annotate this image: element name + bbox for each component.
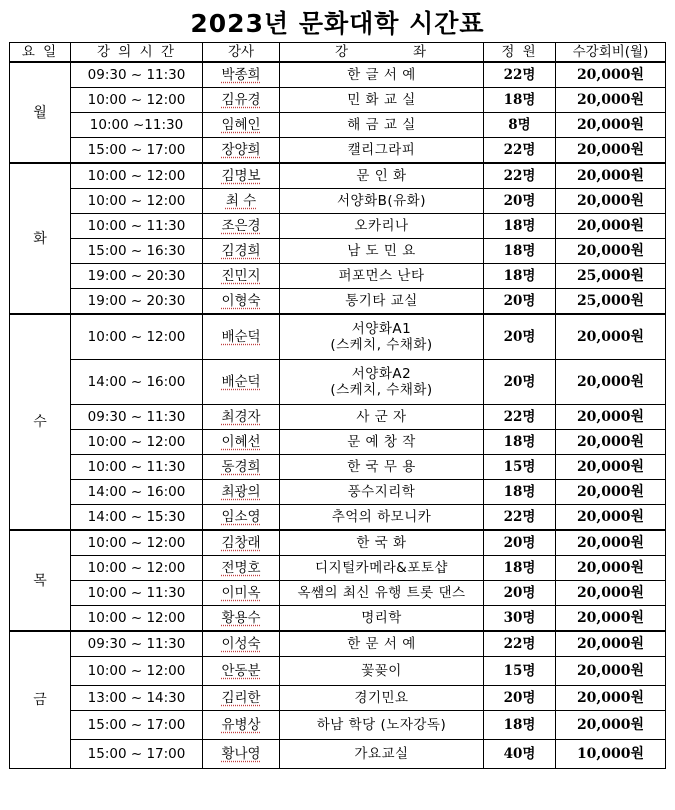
fee-cell: 20,000원 bbox=[556, 581, 666, 606]
teacher-cell: 김명보 bbox=[203, 163, 280, 189]
fee-cell: 10,000원 bbox=[556, 740, 666, 769]
header-fee: 수강회비(월) bbox=[556, 43, 666, 63]
course-name: 꽃꽂이 bbox=[361, 663, 402, 679]
course-name: 추억의 하모니카 bbox=[331, 509, 432, 525]
teacher-cell: 배순덕 bbox=[203, 360, 280, 405]
header-time: 강 의 시 간 bbox=[71, 43, 203, 63]
course-cell bbox=[280, 138, 484, 164]
course-name: 민 화 교 실 bbox=[347, 92, 416, 108]
capacity-cell: 20명 bbox=[484, 289, 556, 315]
teacher-cell: 황나영 bbox=[203, 740, 280, 769]
teacher-cell: 진민지 bbox=[203, 264, 280, 289]
table-row bbox=[10, 189, 666, 214]
teacher-cell: 김경희 bbox=[203, 239, 280, 264]
teacher-cell: 이형숙 bbox=[203, 289, 280, 315]
teacher-cell: 안동분 bbox=[203, 657, 280, 686]
course-name: 오카리나 bbox=[354, 218, 409, 234]
teacher-cell: 조은경 bbox=[203, 214, 280, 239]
teacher-cell: 최경자 bbox=[203, 405, 280, 430]
capacity-cell: 15명 bbox=[484, 657, 556, 686]
fee-cell: 20,000원 bbox=[556, 88, 666, 113]
course-subtitle: (스케치, 수채화) bbox=[330, 337, 433, 353]
time-cell: 10:00 ~ 12:00 bbox=[71, 606, 203, 632]
capacity-cell: 22명 bbox=[484, 505, 556, 531]
course-name: 한 글 서 예 bbox=[347, 67, 416, 83]
time-cell: 14:00 ~ 15:30 bbox=[71, 505, 203, 531]
teacher-cell: 이혜선 bbox=[203, 430, 280, 455]
capacity-cell: 22명 bbox=[484, 138, 556, 164]
teacher-cell: 박종희 bbox=[203, 62, 280, 88]
capacity-cell: 18명 bbox=[484, 430, 556, 455]
time-cell: 09:30 ~ 11:30 bbox=[71, 62, 203, 88]
course-name: 서양화A1 bbox=[351, 321, 412, 337]
table-row bbox=[10, 138, 666, 164]
teacher-cell: 이성숙 bbox=[203, 631, 280, 657]
course-name: 한 국 무 용 bbox=[347, 459, 416, 475]
fee-cell: 20,000원 bbox=[556, 314, 666, 360]
fee-cell: 20,000원 bbox=[556, 631, 666, 657]
fee-cell: 20,000원 bbox=[556, 113, 666, 138]
course-cell bbox=[280, 686, 484, 711]
time-cell: 15:00 ~ 17:00 bbox=[71, 138, 203, 164]
time-cell: 10:00 ~ 11:30 bbox=[71, 455, 203, 480]
teacher-cell: 최 수 bbox=[203, 189, 280, 214]
header-capacity: 정 원 bbox=[484, 43, 556, 63]
time-cell: 10:00 ~ 12:00 bbox=[71, 189, 203, 214]
time-cell: 10:00 ~11:30 bbox=[71, 113, 203, 138]
course-cell bbox=[280, 740, 484, 769]
capacity-cell: 18명 bbox=[484, 239, 556, 264]
course-cell bbox=[280, 480, 484, 505]
table-row bbox=[10, 264, 666, 289]
course-name: 캘리그라피 bbox=[347, 142, 416, 158]
time-cell: 10:00 ~ 12:00 bbox=[71, 88, 203, 113]
course-cell bbox=[280, 214, 484, 239]
course-name: 남 도 민 요 bbox=[347, 243, 416, 259]
capacity-cell: 20명 bbox=[484, 530, 556, 556]
time-cell: 10:00 ~ 11:30 bbox=[71, 214, 203, 239]
time-cell: 19:00 ~ 20:30 bbox=[71, 264, 203, 289]
fee-cell: 20,000원 bbox=[556, 163, 666, 189]
fee-cell: 20,000원 bbox=[556, 455, 666, 480]
course-cell bbox=[280, 606, 484, 632]
course-name: 명리학 bbox=[361, 610, 402, 626]
table-row bbox=[10, 62, 666, 88]
schedule-table bbox=[9, 42, 666, 769]
course-cell bbox=[280, 711, 484, 740]
course-name: 가요교실 bbox=[354, 746, 409, 762]
course-name: 디지털카메라&포토샵 bbox=[315, 560, 448, 576]
table-row bbox=[10, 214, 666, 239]
header-row bbox=[10, 43, 666, 63]
teacher-cell: 최광의 bbox=[203, 480, 280, 505]
course-cell bbox=[280, 264, 484, 289]
table-row bbox=[10, 163, 666, 189]
table-row bbox=[10, 657, 666, 686]
capacity-cell: 22명 bbox=[484, 405, 556, 430]
course-cell bbox=[280, 239, 484, 264]
course-subtitle: (스케치, 수채화) bbox=[330, 382, 433, 398]
capacity-cell: 20명 bbox=[484, 581, 556, 606]
course-name: 통기타 교실 bbox=[345, 293, 418, 309]
table-row bbox=[10, 289, 666, 315]
time-cell: 10:00 ~ 12:00 bbox=[71, 657, 203, 686]
course-cell bbox=[280, 289, 484, 315]
course-cell bbox=[280, 530, 484, 556]
fee-cell: 20,000원 bbox=[556, 360, 666, 405]
course-name: 풍수지리학 bbox=[347, 484, 416, 500]
fee-cell: 20,000원 bbox=[556, 657, 666, 686]
time-cell: 09:30 ~ 11:30 bbox=[71, 405, 203, 430]
capacity-cell: 20명 bbox=[484, 314, 556, 360]
header-day: 요 일 bbox=[10, 43, 71, 63]
fee-cell: 20,000원 bbox=[556, 505, 666, 531]
teacher-cell: 임소영 bbox=[203, 505, 280, 531]
capacity-cell: 20명 bbox=[484, 189, 556, 214]
fee-cell: 20,000원 bbox=[556, 606, 666, 632]
time-cell: 10:00 ~ 12:00 bbox=[71, 556, 203, 581]
day-cell: 수 bbox=[10, 314, 71, 530]
fee-cell: 25,000원 bbox=[556, 289, 666, 315]
page-title: 2023년 문화대학 시간표 bbox=[190, 9, 485, 38]
time-cell: 15:00 ~ 17:00 bbox=[71, 740, 203, 769]
course-name: 서양화B(유화) bbox=[336, 193, 426, 209]
day-cell: 화 bbox=[10, 163, 71, 314]
fee-cell: 20,000원 bbox=[556, 711, 666, 740]
capacity-cell: 22명 bbox=[484, 62, 556, 88]
time-cell: 14:00 ~ 16:00 bbox=[71, 360, 203, 405]
table-row bbox=[10, 405, 666, 430]
schedule-body bbox=[10, 62, 666, 769]
fee-cell: 25,000원 bbox=[556, 264, 666, 289]
course-name: 하남 학당 (노자강독) bbox=[316, 717, 447, 733]
capacity-cell: 18명 bbox=[484, 88, 556, 113]
teacher-cell: 유병상 bbox=[203, 711, 280, 740]
course-name: 문 인 화 bbox=[356, 168, 407, 184]
table-row bbox=[10, 239, 666, 264]
capacity-cell: 20명 bbox=[484, 686, 556, 711]
fee-cell: 20,000원 bbox=[556, 430, 666, 455]
fee-cell: 20,000원 bbox=[556, 214, 666, 239]
table-row bbox=[10, 606, 666, 632]
course-cell bbox=[280, 556, 484, 581]
course-name: 경기민요 bbox=[354, 690, 409, 706]
table-row bbox=[10, 314, 666, 360]
capacity-cell: 40명 bbox=[484, 740, 556, 769]
table-row bbox=[10, 530, 666, 556]
teacher-cell: 김유경 bbox=[203, 88, 280, 113]
course-cell bbox=[280, 405, 484, 430]
teacher-cell: 이미옥 bbox=[203, 581, 280, 606]
teacher-cell: 김창래 bbox=[203, 530, 280, 556]
capacity-cell: 15명 bbox=[484, 455, 556, 480]
fee-cell: 20,000원 bbox=[556, 138, 666, 164]
teacher-cell: 임혜인 bbox=[203, 113, 280, 138]
table-row bbox=[10, 740, 666, 769]
capacity-cell: 18명 bbox=[484, 214, 556, 239]
time-cell: 15:00 ~ 16:30 bbox=[71, 239, 203, 264]
time-cell: 10:00 ~ 11:30 bbox=[71, 581, 203, 606]
fee-cell: 20,000원 bbox=[556, 530, 666, 556]
teacher-cell: 김리한 bbox=[203, 686, 280, 711]
fee-cell: 20,000원 bbox=[556, 686, 666, 711]
day-cell: 목 bbox=[10, 530, 71, 631]
teacher-cell: 배순덕 bbox=[203, 314, 280, 360]
fee-cell: 20,000원 bbox=[556, 189, 666, 214]
capacity-cell: 30명 bbox=[484, 606, 556, 632]
table-row bbox=[10, 711, 666, 740]
course-name: 퍼포먼스 난타 bbox=[338, 268, 425, 284]
day-cell: 월 bbox=[10, 62, 71, 163]
header-teacher: 강사 bbox=[203, 43, 280, 63]
teacher-cell: 전명호 bbox=[203, 556, 280, 581]
course-name: 서양화A2 bbox=[351, 366, 412, 382]
course-cell bbox=[280, 163, 484, 189]
teacher-cell: 동경희 bbox=[203, 455, 280, 480]
teacher-cell: 장양희 bbox=[203, 138, 280, 164]
course-cell bbox=[280, 314, 484, 360]
course-cell bbox=[280, 360, 484, 405]
capacity-cell: 22명 bbox=[484, 163, 556, 189]
time-cell: 19:00 ~ 20:30 bbox=[71, 289, 203, 315]
course-name: 문 예 창 작 bbox=[347, 434, 416, 450]
course-cell bbox=[280, 113, 484, 138]
table-row bbox=[10, 88, 666, 113]
fee-cell: 20,000원 bbox=[556, 405, 666, 430]
course-cell bbox=[280, 657, 484, 686]
table-row bbox=[10, 556, 666, 581]
time-cell: 14:00 ~ 16:00 bbox=[71, 480, 203, 505]
table-row bbox=[10, 631, 666, 657]
time-cell: 09:30 ~ 11:30 bbox=[71, 631, 203, 657]
capacity-cell: 8명 bbox=[484, 113, 556, 138]
course-name: 한 국 화 bbox=[356, 535, 407, 551]
table-row bbox=[10, 581, 666, 606]
course-name: 사 군 자 bbox=[356, 409, 407, 425]
time-cell: 10:00 ~ 12:00 bbox=[71, 530, 203, 556]
capacity-cell: 18명 bbox=[484, 711, 556, 740]
table-row bbox=[10, 686, 666, 711]
table-row bbox=[10, 455, 666, 480]
table-row bbox=[10, 480, 666, 505]
course-cell bbox=[280, 430, 484, 455]
course-cell bbox=[280, 189, 484, 214]
time-cell: 10:00 ~ 12:00 bbox=[71, 314, 203, 360]
time-cell: 13:00 ~ 14:30 bbox=[71, 686, 203, 711]
fee-cell: 20,000원 bbox=[556, 239, 666, 264]
capacity-cell: 20명 bbox=[484, 360, 556, 405]
capacity-cell: 22명 bbox=[484, 631, 556, 657]
fee-cell: 20,000원 bbox=[556, 62, 666, 88]
time-cell: 15:00 ~ 17:00 bbox=[71, 711, 203, 740]
course-cell bbox=[280, 505, 484, 531]
table-row bbox=[10, 113, 666, 138]
time-cell: 10:00 ~ 12:00 bbox=[71, 430, 203, 455]
table-row bbox=[10, 430, 666, 455]
course-name: 해 금 교 실 bbox=[347, 117, 416, 133]
course-name: 한 문 서 예 bbox=[347, 636, 416, 652]
course-cell bbox=[280, 631, 484, 657]
table-row bbox=[10, 360, 666, 405]
fee-cell: 20,000원 bbox=[556, 556, 666, 581]
capacity-cell: 18명 bbox=[484, 556, 556, 581]
time-cell: 10:00 ~ 12:00 bbox=[71, 163, 203, 189]
teacher-cell: 황용수 bbox=[203, 606, 280, 632]
day-cell: 금 bbox=[10, 631, 71, 769]
course-name: 옥쌤의 최신 유행 트롯 댄스 bbox=[297, 585, 466, 601]
capacity-cell: 18명 bbox=[484, 480, 556, 505]
course-cell bbox=[280, 62, 484, 88]
course-cell bbox=[280, 88, 484, 113]
course-cell bbox=[280, 581, 484, 606]
header-course: 강 좌 bbox=[280, 43, 484, 63]
table-row bbox=[10, 505, 666, 531]
fee-cell: 20,000원 bbox=[556, 480, 666, 505]
course-cell bbox=[280, 455, 484, 480]
capacity-cell: 18명 bbox=[484, 264, 556, 289]
